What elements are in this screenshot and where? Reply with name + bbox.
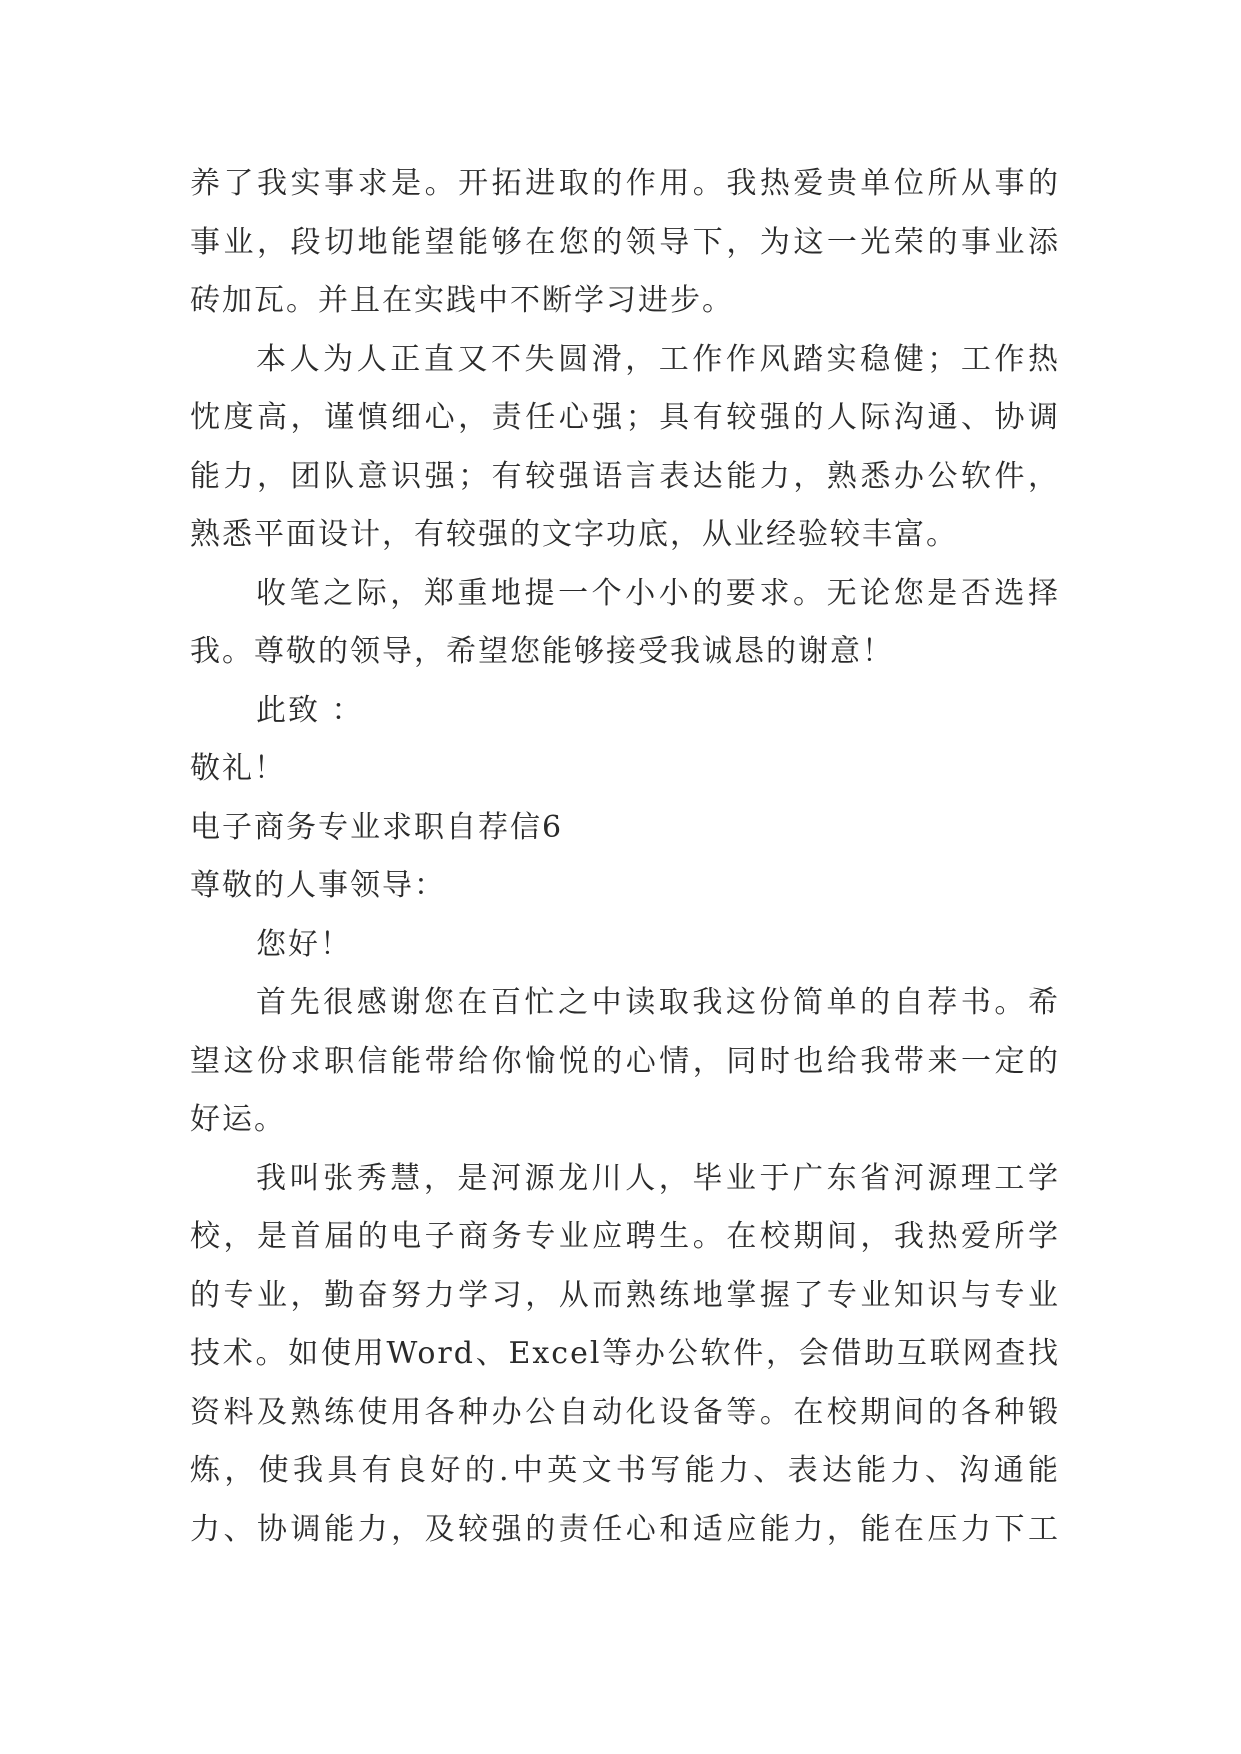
text-line: 我叫张秀慧，是河源龙川人，毕业于广东省河源理工学 [256,1160,1060,1196]
text-line: 本人为人正直又不失圆滑，工作作风踏实稳健；工作热 [256,341,1060,377]
greeting-hello: 您好！ [256,926,352,962]
text-line: 砖加瓦。并且在实践中不断学习进步。 [190,283,734,318]
text-line: 资料及熟练使用各种办公自动化设备等。在校期间的各种锻 [190,1394,1060,1430]
text-line: 炼，使我具有良好的.中英文书写能力、表达能力、沟通能 [190,1453,1060,1488]
letter-body [190,155,1060,1559]
greeting-recipient: 尊敬的人事领导： [190,868,446,903]
text-line: 力、协调能力，及较强的责任心和适应能力，能在压力下工 [190,1511,1060,1547]
text-line: 我。尊敬的领导，希望您能够接受我诚恳的谢意！ [190,634,894,669]
text-line: 校，是首届的电子商务专业应聘生。在校期间，我热爱所学 [190,1219,1060,1254]
text-line: 望这份求职信能带给你愉悦的心情，同时也给我带来一定的 [190,1043,1060,1079]
closing-regards: 敬礼！ [190,751,286,786]
section-title: 电子商务专业求职自荐信6 [190,809,564,845]
text-line: 熟悉平面设计，有较强的文字功底，从业经验较丰富。 [190,517,958,552]
closing-salutation: 此致 ： [256,692,364,728]
text-line: 养了我实事求是。开拓进取的作用。我热爱贵单位所从事的 [190,166,1060,201]
text-line: 能力，团队意识强；有较强语言表达能力，熟悉办公软件， [190,458,1060,494]
text-line: 首先很感谢您在百忙之中读取我这份简单的自荐书。希 [256,985,1060,1020]
text-line: 事业，段切地能望能够在您的领导下，为这一光荣的事业添 [190,224,1060,260]
text-line: 忱度高，谨慎细心，责任心强；具有较强的人际沟通、协调 [190,400,1060,435]
text-line: 技术。如使用Word、Excel等办公软件，会借助互联网查找 [190,1336,1060,1371]
text-line: 的专业，勤奋努力学习，从而熟练地掌握了专业知识与专业 [190,1277,1060,1313]
text-line: 好运。 [190,1102,286,1137]
text-line: 收笔之际，郑重地提一个小小的要求。无论您是否选择 [256,575,1060,611]
